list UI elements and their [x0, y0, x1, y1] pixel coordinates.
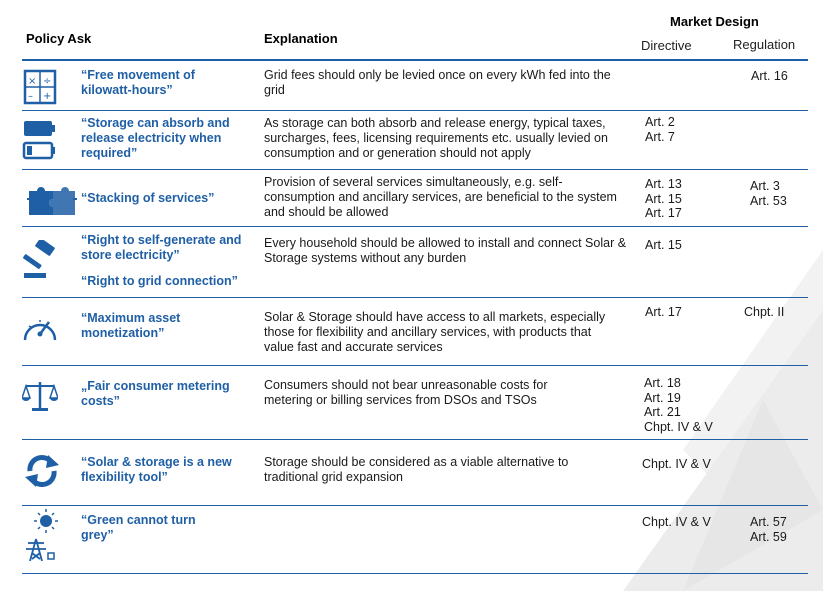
table-row: [22, 61, 808, 111]
policy-ask: “Right to self-generate and store electricity”: [81, 233, 242, 262]
directive-ref: Art. 2: [645, 115, 675, 129]
header-directive: Directive: [641, 38, 692, 53]
table-row: [22, 365, 808, 440]
policy-ask-extra: “Right to grid connection”: [81, 274, 238, 288]
directive-refs: [645, 177, 735, 221]
explanation: Solar & Storage should have access to all markets, especially those for flexibility and ancillary services, with products that value fast and accurate services: [264, 310, 606, 354]
regulation-ref: Art. 59: [750, 529, 787, 544]
directive-ref: Art. 21: [644, 405, 681, 419]
svg-text:×: ×: [28, 76, 37, 87]
gauge-icon: [22, 312, 58, 342]
header-regulation: Regulation: [733, 37, 796, 52]
regulation-refs: [744, 305, 814, 320]
policy-ask: „Fair consumer metering costs”: [81, 379, 230, 408]
policy-ask: “Stacking of services”: [81, 191, 215, 205]
regulation-ref: Art. 53: [750, 193, 787, 208]
directive-ref: Art. 15: [645, 238, 682, 252]
svg-text:+: +: [43, 91, 52, 102]
svg-text:–: –: [28, 91, 33, 102]
table-row: [22, 297, 808, 366]
regulation-ref: Chpt. II: [744, 305, 785, 319]
directive-ref: Art. 15: [645, 191, 682, 206]
directive-refs: [642, 515, 732, 530]
policy-ask: “Maximum asset monetization”: [81, 311, 181, 340]
regulation-refs: [751, 69, 821, 84]
explanation: Storage should be considered as a viable alternative to traditional grid expansion: [264, 455, 569, 484]
policy-ask: “Free movement of kilowatt-hours”: [81, 68, 195, 97]
gavel-icon: [22, 240, 60, 280]
policy-ask: “Solar & storage is a new flexibility tool”: [81, 455, 232, 484]
directive-refs: [645, 305, 735, 320]
directive-ref: Art. 18: [644, 376, 681, 390]
header-policy-ask: Policy Ask: [26, 31, 92, 46]
explanation: Every household should be allowed to install and connect Solar & Storage systems without any burden: [264, 236, 627, 265]
regulation-ref: Art. 57: [750, 515, 787, 529]
battery-icon: [22, 118, 58, 162]
svg-text:÷: ÷: [43, 76, 52, 87]
policy-ask: “Storage can absorb and release electricity when required”: [81, 116, 230, 160]
policy-ask: “Green cannot turn grey”: [81, 513, 196, 542]
sun-pylon-icon: [22, 509, 62, 563]
regulation-refs: [750, 515, 820, 544]
scale-icon: [22, 380, 58, 412]
regulation-ref: Art. 16: [751, 69, 788, 83]
regulation-ref: Art. 3: [750, 179, 780, 193]
header-explanation: Explanation: [264, 31, 338, 46]
table-row: [22, 505, 808, 574]
directive-ref: Art. 13: [645, 177, 682, 191]
table-row: [22, 439, 808, 506]
directive-ref: Art. 7: [645, 129, 675, 144]
explanation: Consumers should not bear unreasonable costs for metering or billing services from DSOs and TSOs: [264, 378, 548, 407]
table-row: [22, 169, 808, 227]
directive-refs: [645, 238, 735, 253]
refresh-icon: [22, 451, 62, 491]
directive-refs: [642, 457, 732, 472]
table-row: [22, 110, 808, 170]
explanation: Provision of several services simultaneously, e.g. self-consumption and ancillary services, are beneficial to the system and should be allowed: [264, 175, 617, 219]
explanation: Grid fees should only be levied once on every kWh fed into the grid: [264, 68, 611, 97]
directive-ref: Art. 17: [645, 206, 682, 220]
header-market-design: Market Design: [670, 14, 759, 29]
explanation: As storage can both absorb and release energy, typical taxes, surcharges, fees, licensing requirements etc. usually levied on consumption and or generation should not apply: [264, 116, 608, 160]
puzzle-icon: [27, 181, 77, 217]
directive-ref: Chpt. IV & V: [642, 515, 711, 529]
directive-refs: [644, 376, 734, 434]
directive-refs: [645, 115, 735, 144]
table-row: [22, 226, 808, 298]
directive-ref: Chpt. IV & V: [642, 457, 711, 471]
directive-ref: Chpt. IV & V: [644, 419, 713, 434]
calculator-icon: [22, 69, 58, 105]
regulation-refs: [750, 179, 820, 208]
directive-ref: Art. 19: [644, 390, 681, 405]
directive-ref: Art. 17: [645, 305, 682, 319]
